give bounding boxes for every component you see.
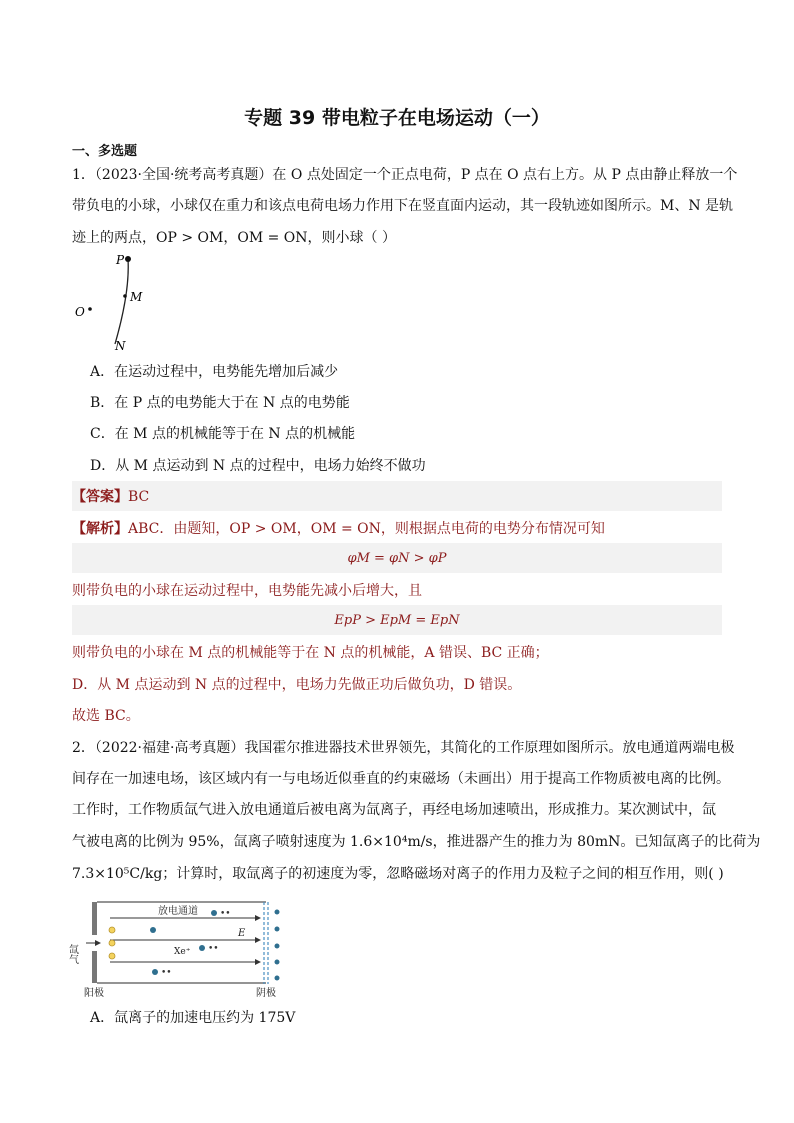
- q1-stem-line-2: 带负电的小球，小球仅在重力和该点电荷电场力作用下在竖直面内运动，其一段轨迹如图所示。M、N 是轨: [72, 198, 734, 214]
- answer-tag: 【答案】: [72, 489, 128, 505]
- xenon-ion: [199, 945, 205, 951]
- exit-ion: [275, 944, 280, 949]
- equation-ep: EpP > EpM = EpN: [334, 613, 460, 628]
- label-cathode: 阴极: [256, 988, 276, 999]
- q1-trajectory-figure: [70, 252, 150, 356]
- answer-band: [72, 481, 722, 511]
- xenon-ion: [152, 969, 158, 975]
- q2-stem-line-1: 2．（2022·福建·高考真题）我国霍尔推进器技术世界领先，其简化的工作原理如图所示。放电通道两端电极: [72, 740, 735, 756]
- analysis-line-1: [72, 519, 605, 539]
- label-m: M: [130, 290, 143, 304]
- ion-motion-mark: ••: [208, 944, 219, 954]
- answer-value: BC: [128, 489, 150, 505]
- label-ion: Xe⁺: [174, 947, 191, 957]
- exit-ion: [275, 960, 280, 965]
- xenon-atom: [109, 927, 115, 933]
- label-channel: 放电通道: [158, 906, 198, 917]
- anode-plate-top: [92, 902, 97, 935]
- section-title: 一、多选题: [72, 144, 138, 159]
- exit-ion: [275, 927, 280, 932]
- anode-plate-bottom: [92, 951, 97, 983]
- q2-stem-line-4: 气被电离的比例为 95%，氙离子喷射速度为 1.6×10⁴m/s，推进器产生的推力为 80mN。已知氙离子的比荷为: [72, 834, 761, 850]
- label-anode: 阳极: [84, 988, 104, 999]
- q1-option-d: D．从 M 点运动到 N 点的过程中，电场力始终不做功: [90, 458, 426, 474]
- q2-stem-line-2: 间存在一加速电场，该区域内有一与电场近似垂直的约束磁场（未画出）用于提高工作物质被电离的比例。: [72, 771, 730, 787]
- xenon-atom: [109, 940, 115, 946]
- label-o: O: [75, 305, 85, 319]
- q2-option-a: A．氙离子的加速电压约为 175V: [90, 1010, 296, 1026]
- analysis-tag: 【解析】: [72, 521, 128, 537]
- conclusion-line: 故选 BC。: [72, 708, 140, 724]
- analysis-line-4: D．从 M 点运动到 N 点的过程中，电场力先做正功后做负功，D 错误。: [72, 677, 522, 693]
- analysis-line-2: 则带负电的小球在运动过程中，电势能先减小后增大，且: [72, 583, 422, 599]
- analysis-line-3: 则带负电的小球在 M 点的机械能等于在 N 点的机械能，A 错误、BC 正确；: [72, 645, 549, 661]
- exit-ion: [275, 910, 280, 915]
- q1-stem-line-3: 迹上的两点，OP > OM，OM = ON，则小球（ ）: [72, 230, 396, 246]
- q2-stem-line-5: 7.3×10⁵C/kg；计算时，取氙离子的初速度为零，忽略磁场对离子的作用力及粒子之间的相互作用，则( ): [72, 866, 724, 882]
- q1-option-c: C．在 M 点的机械能等于在 N 点的机械能: [90, 426, 356, 442]
- label-n: N: [115, 339, 126, 353]
- xenon-atom: [109, 953, 115, 959]
- q1-option-b: B．在 P 点的电势能大于在 N 点的电势能: [90, 395, 350, 411]
- answer-line: [72, 487, 149, 507]
- point-o-dot: [88, 307, 92, 311]
- exit-ion: [275, 976, 280, 981]
- trajectory-curve: [115, 259, 128, 344]
- label-field: E: [238, 928, 246, 939]
- ion-motion-mark: ••: [161, 968, 172, 978]
- page-title: 专题 39 带电粒子在电场运动（一）: [244, 107, 550, 129]
- q1-option-a: A．在运动过程中，电势能先增加后减少: [90, 364, 339, 380]
- equation-phi: φM = φN > φP: [347, 551, 447, 566]
- point-p-dot: [125, 256, 131, 262]
- q2-stem-line-3: 工作时，工作物质氙气进入放电通道后被电离为氙离子，再经电场加速喷出，形成推力。某次测试中，氙: [72, 802, 716, 818]
- q2-thruster-figure: [66, 896, 292, 1000]
- xenon-ion: [150, 927, 156, 933]
- label-gas: 氙气: [66, 944, 78, 964]
- point-m-dot: [123, 294, 127, 298]
- analysis-text-1: ABC．由题知，OP > OM，OM = ON，则根据点电荷的电势分布情况可知: [128, 521, 605, 537]
- label-p: P: [116, 253, 125, 267]
- xenon-ion: [211, 910, 217, 916]
- ion-motion-mark: ••: [220, 909, 231, 919]
- q1-stem-line-1: 1．（2023·全国·统考高考真题）在 O 点处固定一个正点电荷，P 点在 O 点右上方。从 P 点由静止释放一个: [72, 167, 738, 183]
